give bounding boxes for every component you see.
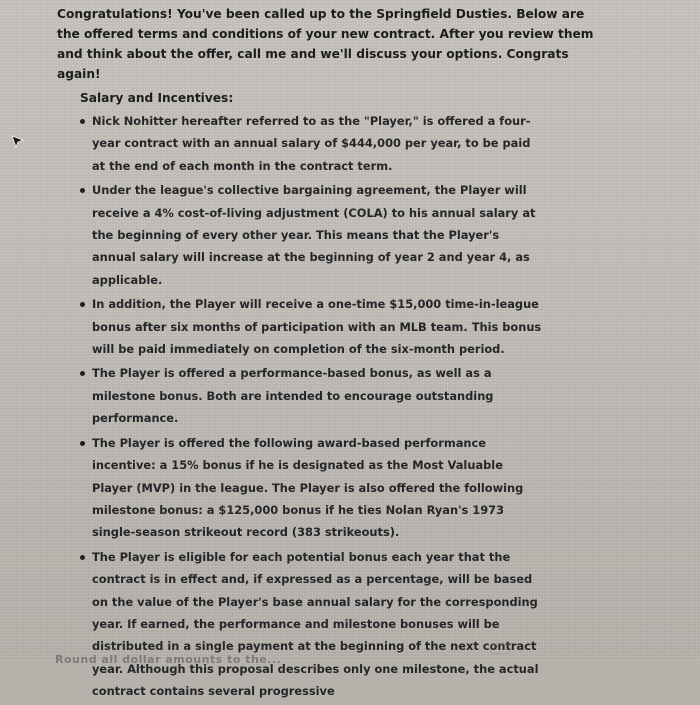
bullet-list [76, 110, 546, 705]
bullet-dot-icon [80, 119, 85, 124]
list-item [76, 362, 546, 429]
list-item [76, 293, 546, 360]
bullet-dot-icon [80, 302, 85, 307]
cut-off-text: Round all dollar amounts to the... [55, 653, 282, 666]
bullet-dot-icon [80, 371, 85, 376]
list-item-text: The Player is eligible for each potential bonus each year that the contract is in effect and, if expressed as a percentage, will be based on the value of the Player's base annual salary for the corresponding year. If earned, the performance and milestone bonuses will be distributed in a single payment at the beginning of the next contract year. Although this proposal describes only one milestone, the actual contract contains several progressive [92, 549, 539, 699]
bullet-dot-icon [80, 555, 85, 560]
list-item [76, 110, 546, 177]
bullet-dot-icon [80, 441, 85, 446]
list-item [76, 546, 546, 703]
list-item-text: The Player is offered a performance-based bonus, as well as a milestone bonus. Both are intended to encourage outstanding performance. [92, 366, 494, 426]
list-item [76, 432, 546, 544]
section-title: Salary and Incentives: [80, 91, 234, 105]
intro-text: Congratulations! You've been called up to the Springfield Dusties. Below are the offered terms and conditions of your new contract. After you review them and think about the offer, call me and we'll discuss your options. Congrats again! [57, 7, 594, 81]
bullet-dot-icon [80, 188, 85, 193]
list-item-text: The Player is offered the following award-based performance incentive: a 15% bonus if he is designated as the Most Valuable Player (MVP) in the league. The Player is also offered the following milestone bonus: a $125,000 bonus if he ties Nolan Ryan's 1973 single-season strikeout record (383 strikeouts). [92, 435, 524, 540]
list-item-text: In addition, the Player will receive a one-time $15,000 time-in-league bonus after six months of participation with an MLB team. This bonus will be paid immediately on completion of the six-month period. [92, 297, 542, 357]
list-item-text: Under the league's collective bargaining agreement, the Player will receive a 4% cost-of-living adjustment (COLA) to his annual salary at the beginning of every other year. This means that the Player's annual salary will increase at the beginning of year 2 and year 4, as applicable. [92, 183, 536, 287]
scrollbar-thumb[interactable] [490, 644, 510, 654]
list-item [76, 179, 546, 291]
intro-paragraph [57, 4, 597, 84]
mouse-pointer-icon [10, 134, 26, 150]
list-item-text: Nick Nohitter hereafter referred to as the "Player," is offered a four-year contract with an annual salary of $444,000 per year, to be paid at the end of each month in the contract term. [92, 114, 531, 173]
